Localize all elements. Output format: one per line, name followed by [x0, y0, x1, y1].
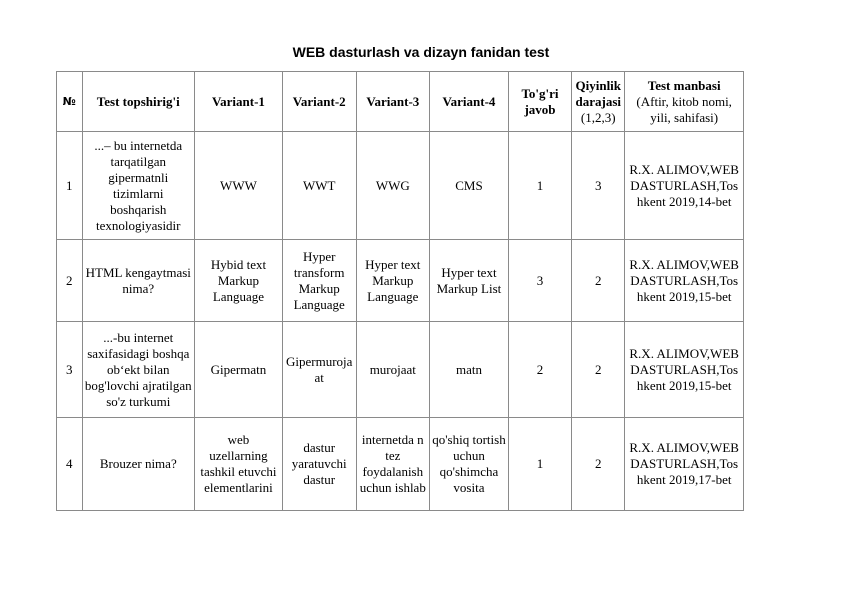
header-difficulty-label: Qiyinlik darajasi	[575, 77, 622, 109]
row-difficulty: 2	[572, 240, 625, 322]
row-task: ...-bu internet saxifasidagi boshqa ob‘ekt bilan bog'lovchi ajratilgan so'z turkumi	[82, 322, 194, 418]
row-source: R.X. ALIMOV,WEB DASTURLASH,Toshkent 2019,14-bet	[625, 132, 744, 240]
row-variant-4: CMS	[430, 132, 509, 240]
row-difficulty: 2	[572, 418, 625, 511]
row-variant-3: internetda n tez foydalanish uchun ishlab	[356, 418, 430, 511]
header-correct-answer: To'g'ri javob	[508, 72, 571, 132]
row-difficulty: 2	[572, 322, 625, 418]
header-difficulty-scale: (1,2,3)	[580, 109, 616, 125]
header-task: Test topshirig'i	[82, 72, 194, 132]
header-source-format: (Aftir, kitob nomi, yili, sahifasi)	[636, 93, 732, 125]
row-num: 4	[57, 418, 83, 511]
row-difficulty: 3	[572, 132, 625, 240]
row-source: R.X. ALIMOV,WEB DASTURLASH,Toshkent 2019,17-bet	[625, 418, 744, 511]
row-variant-2: Gipermurojaat	[282, 322, 356, 418]
row-variant-4: qo'shiq tortish uchun qo'shimcha vosita	[430, 418, 509, 511]
table-row	[57, 418, 744, 511]
row-correct-answer: 1	[508, 132, 571, 240]
row-task: Brouzer nima?	[82, 418, 194, 511]
row-correct-answer: 2	[508, 322, 571, 418]
row-variant-1: WWW	[195, 132, 283, 240]
header-variant-4: Variant-4	[430, 72, 509, 132]
row-task: HTML kengaytmasi nima?	[82, 240, 194, 322]
row-variant-2: dastur yaratuvchi dastur	[282, 418, 356, 511]
row-correct-answer: 1	[508, 418, 571, 511]
table-row	[57, 322, 744, 418]
table-row	[57, 132, 744, 240]
header-variant-1: Variant-1	[195, 72, 283, 132]
row-correct-answer: 3	[508, 240, 571, 322]
row-num: 2	[57, 240, 83, 322]
row-variant-3: Hyper text Markup Language	[356, 240, 430, 322]
test-table	[56, 71, 744, 511]
row-num: 3	[57, 322, 83, 418]
header-source-label: Test manbasi	[647, 77, 721, 93]
row-task: ...– bu internetda tarqatilgan gipermatnli tizimlarni boshqarish texnologiyasidir	[82, 132, 194, 240]
row-num: 1	[57, 132, 83, 240]
header-source	[625, 72, 744, 132]
header-num: №	[57, 72, 83, 132]
row-variant-2: Hyper transform Markup Language	[282, 240, 356, 322]
row-variant-1: Hybid text Markup Language	[195, 240, 283, 322]
page-title: WEB dasturlash va dizayn fanidan test	[292, 44, 550, 60]
row-variant-3: murojaat	[356, 322, 430, 418]
row-variant-4: matn	[430, 322, 509, 418]
row-source: R.X. ALIMOV,WEB DASTURLASH,Toshkent 2019,15-bet	[625, 322, 744, 418]
row-variant-4: Hyper text Markup List	[430, 240, 509, 322]
row-variant-3: WWG	[356, 132, 430, 240]
table-row	[57, 240, 744, 322]
row-variant-1: Gipermatn	[195, 322, 283, 418]
header-row	[57, 72, 744, 132]
row-variant-2: WWT	[282, 132, 356, 240]
row-variant-1: web uzellarning tashkil etuvchi elementlarini	[195, 418, 283, 511]
header-variant-3: Variant-3	[356, 72, 430, 132]
header-difficulty	[572, 72, 625, 132]
row-source: R.X. ALIMOV,WEB DASTURLASH,Toshkent 2019,15-bet	[625, 240, 744, 322]
header-variant-2: Variant-2	[282, 72, 356, 132]
